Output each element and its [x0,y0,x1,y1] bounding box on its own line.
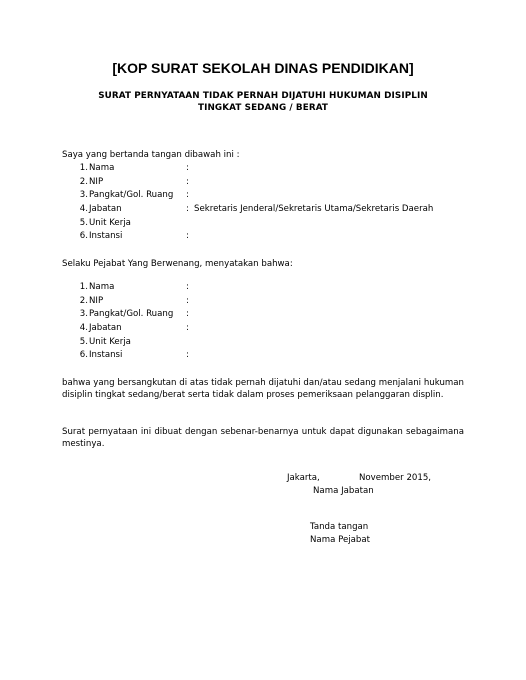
list-item [65,230,189,244]
item-number: 1. [79,282,88,292]
item-number: 6. [79,350,88,361]
item-colon: : [186,163,189,173]
signature-sign-label: Tanda tangan [310,522,369,532]
list-item [65,349,189,363]
document-title-line-1: SURAT PERNYATAAN TIDAK PERNAH DIJATUHI HUKUMAN DISIPLIN [98,91,428,101]
list-item [65,162,189,176]
item-label: Unit Kerja [89,336,131,347]
list-item [65,281,189,295]
item-label: NIP [89,176,104,187]
item-colon: : [186,231,189,242]
item-label: Nama [89,282,115,292]
signature-date: November 2015, [359,473,432,483]
item-colon: : [186,323,189,334]
item-colon: : [186,295,189,306]
item-number: 4. [79,323,88,334]
item-colon: : [186,350,189,361]
signer-identity-list [65,162,434,244]
item-colon: : [186,190,189,201]
item-colon: : [186,176,189,187]
letterhead-placeholder: [KOP SURAT SEKOLAH DINAS PENDIDIKAN] [112,60,414,76]
closing-paragraph: Surat pernyataan ini dibuat dengan sebenar-benarnya untuk dapat digunakan sebagaimana mestinya. [62,427,464,449]
document-title-line-2: TINGKAT SEDANG / BERAT [197,103,329,113]
list-item [65,203,434,217]
section1-intro: Saya yang bertanda tangan dibawah ini : [62,150,240,160]
list-item [65,308,189,322]
item-colon: : [186,282,189,292]
item-label: Pangkat/Gol. Ruang [89,190,174,201]
item-label: NIP [89,295,104,306]
item-number: 2. [79,176,88,187]
list-item [65,189,189,203]
item-number: 3. [79,190,88,201]
item-label: Jabatan [89,323,122,334]
document-title [0,90,526,114]
item-label: Instansi [89,350,123,361]
signature-position: Nama Jabatan [313,486,374,496]
item-colon: : [186,204,189,215]
statement-paragraph: bahwa yang bersangkutan di atas tidak pernah dijatuhi dan/atau sedang menjalani hukuman disiplin tingkat sedang/berat serta tidak dalam proses pemeriksaan pelanggaran displin. [62,378,464,400]
list-item [65,176,189,190]
item-label: Pangkat/Gol. Ruang [89,309,174,320]
item-number: 5. [79,217,88,228]
list-item [65,295,189,309]
item-number: 4. [79,204,88,215]
item-label: Nama [89,163,115,173]
list-item [65,336,131,350]
employee-identity-list [65,281,189,363]
signature-official-name: Nama Pejabat [310,535,370,545]
item-number: 3. [79,309,88,320]
item-label: Jabatan [89,204,122,215]
list-item [65,217,131,231]
item-number: 5. [79,336,88,347]
item-colon: : [186,309,189,320]
item-label: Instansi [89,231,123,242]
item-number: 1. [79,163,88,173]
item-number: 2. [79,295,88,306]
item-label: Unit Kerja [89,217,131,228]
item-value: Sekretaris Jenderal/Sekretaris Utama/Sekretaris Daerah [194,204,434,215]
item-number: 6. [79,231,88,242]
list-item [65,322,189,336]
section2-intro: Selaku Pejabat Yang Berwenang, menyatakan bahwa: [62,259,293,269]
signature-place: Jakarta, [287,473,320,483]
